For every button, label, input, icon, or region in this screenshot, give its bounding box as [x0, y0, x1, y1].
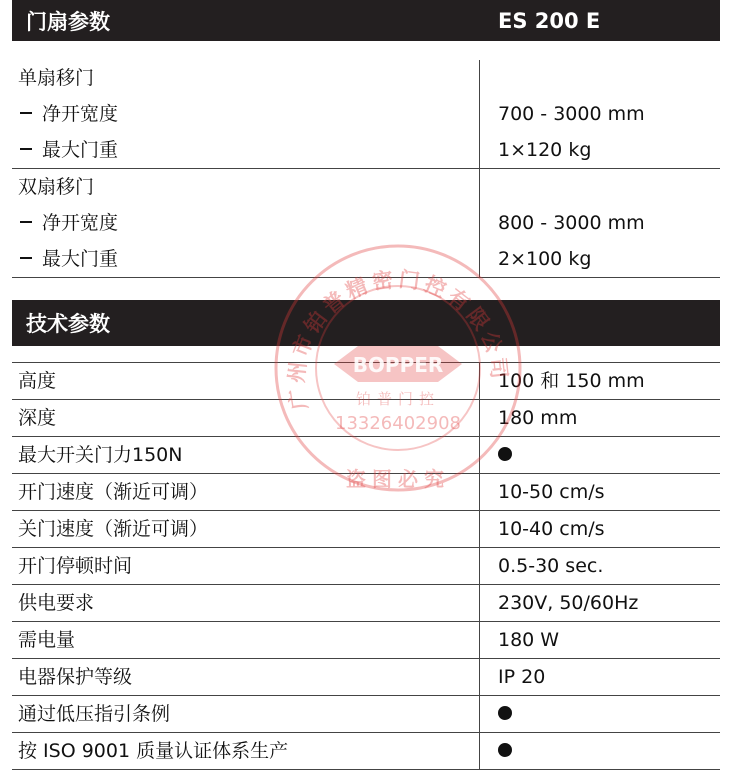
tech-row-label: 深度: [12, 400, 480, 436]
tech-row-label: 最大开关门力150N: [12, 437, 480, 473]
tech-row: [12, 622, 720, 659]
tech-row-value: [480, 696, 720, 732]
tech-row: [12, 511, 720, 548]
double-max-weight-label: 最大门重: [18, 241, 479, 277]
single-sliding-group: [12, 60, 720, 169]
tech-row-value: [480, 437, 720, 473]
single-clear-width-label: 净开宽度: [18, 96, 479, 132]
bullet-dot-icon: [498, 447, 512, 461]
tech-row-label: 关门速度（渐近可调）: [12, 511, 480, 547]
double-clear-width-label: 净开宽度: [18, 205, 479, 241]
double-max-weight-value: 2×100 kg: [498, 248, 592, 270]
tech-row-value: IP 20: [498, 666, 546, 688]
single-max-weight-label: 最大门重: [18, 132, 479, 168]
tech-row-value: 180 W: [498, 629, 560, 651]
tech-row: [12, 659, 720, 696]
tech-row-value: [480, 733, 720, 769]
bullet-dot-icon: [498, 743, 512, 757]
tech-row-label: 电器保护等级: [12, 659, 480, 695]
double-sliding-title: 双扇移门: [18, 176, 95, 198]
tech-row: [12, 437, 720, 474]
phone-text: 13326402908: [335, 413, 461, 434]
brand-text: BOPPER: [352, 353, 444, 377]
tech-params-table: [12, 362, 720, 770]
tech-row-label: 需电量: [12, 622, 480, 658]
tech-row: [12, 548, 720, 585]
tech-row-label: 通过低压指引条例: [12, 696, 480, 732]
tech-row: [12, 696, 720, 733]
tech-row: [12, 363, 720, 400]
tech-row: [12, 474, 720, 511]
single-clear-width-value: 700 - 3000 mm: [498, 103, 645, 125]
tech-row-label: 供电要求: [12, 585, 480, 621]
tech-params-header: [12, 300, 720, 346]
tech-row: [12, 585, 720, 622]
tech-params-title: 技术参数: [26, 312, 110, 336]
brand-cn-text: 铂普门控: [355, 390, 441, 408]
tech-row-value: 180 mm: [498, 407, 578, 429]
single-sliding-title: 单扇移门: [18, 67, 95, 89]
door-leaf-header: [12, 0, 720, 41]
notice-text: 盗图必究: [346, 467, 450, 491]
tech-row-value: 10-40 cm/s: [498, 518, 605, 540]
tech-row-value: 10-50 cm/s: [498, 481, 605, 503]
tech-row-value: 100 和 150 mm: [498, 370, 645, 392]
model-name: ES 200 E: [498, 8, 601, 33]
single-max-weight-value: 1×120 kg: [498, 139, 592, 161]
bullet-dot-icon: [498, 706, 512, 720]
tech-row-label: 开门停顿时间: [12, 548, 480, 584]
tech-row-label: 高度: [12, 363, 480, 399]
double-clear-width-value: 800 - 3000 mm: [498, 212, 645, 234]
tech-row: [12, 400, 720, 437]
door-leaf-title: 门扇参数: [26, 9, 110, 34]
tech-row: [12, 733, 720, 770]
tech-row-label: 按 ISO 9001 质量认证体系生产: [12, 733, 480, 769]
tech-row-value: 0.5-30 sec.: [498, 555, 604, 577]
seal-ring-text: 广州市铂普精密门控有限公司: [284, 267, 512, 412]
tech-row-value: 230V, 50/60Hz: [498, 592, 639, 614]
spec-sheet: [12, 0, 720, 770]
tech-row-label: 开门速度（渐近可调）: [12, 474, 480, 510]
double-sliding-group: [12, 169, 720, 278]
